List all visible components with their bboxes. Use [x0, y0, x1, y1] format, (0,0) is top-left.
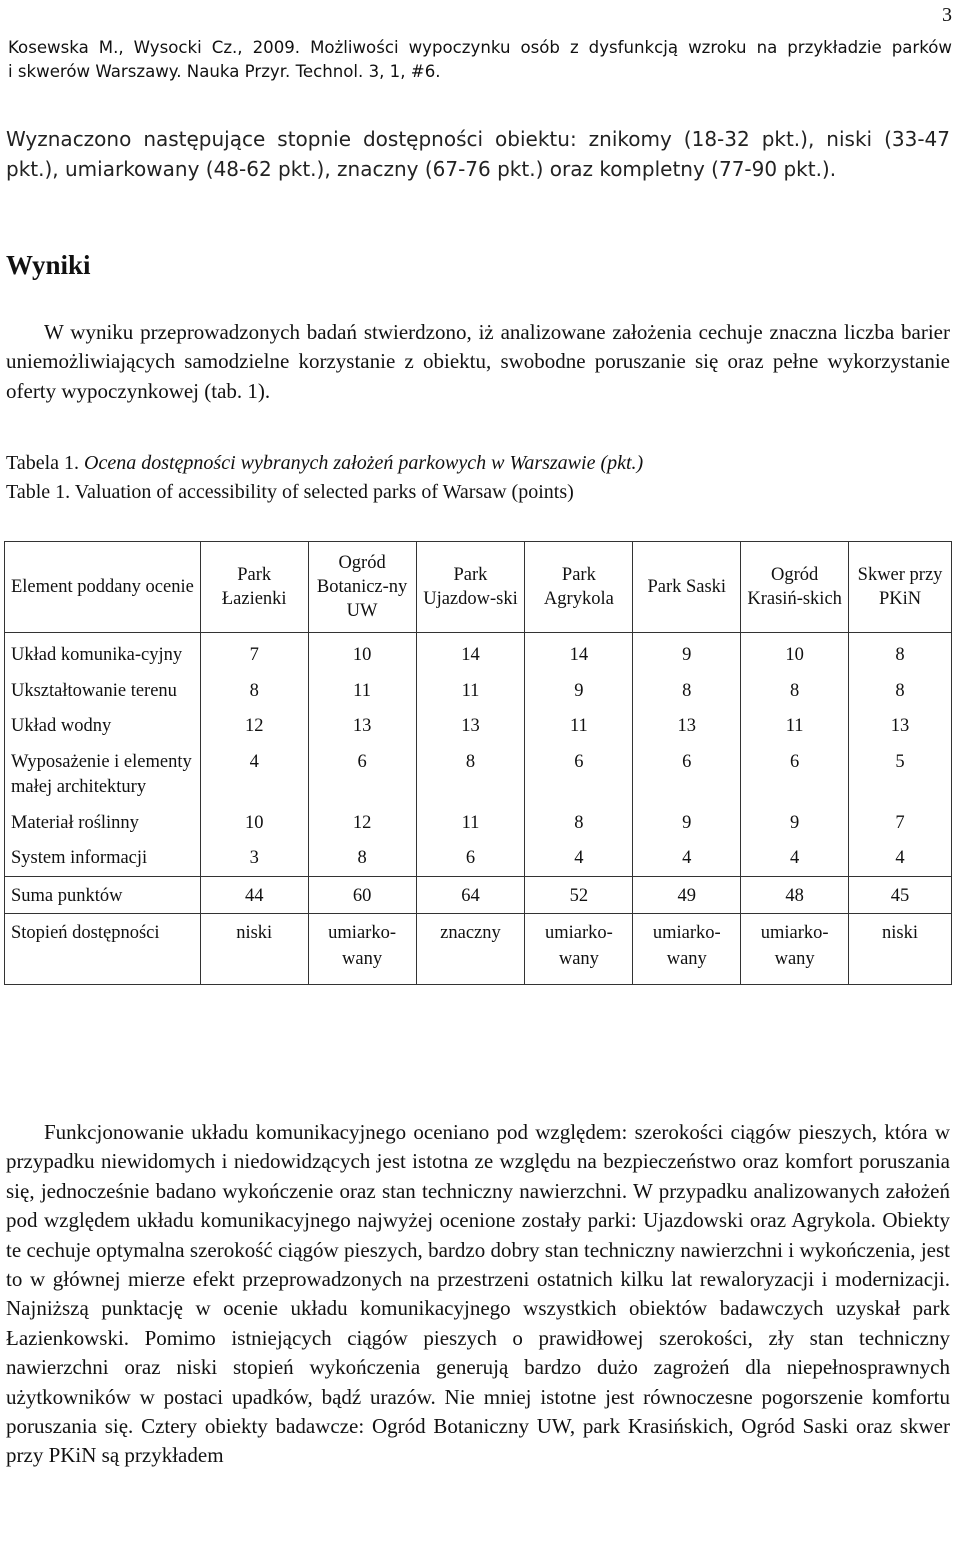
table-cell: 6 — [308, 744, 416, 805]
accessibility-table — [4, 541, 952, 985]
table-cell: umiarko-wany — [633, 914, 741, 985]
table-cell: 9 — [525, 673, 633, 709]
table-cell: 8 — [741, 673, 849, 709]
table-cell: 8 — [849, 673, 952, 709]
table-cell: 9 — [633, 633, 741, 673]
header-line-1: Kosewska M., Wysocki Cz., 2009. Możliwości wypoczynku osób z dysfunkcją wzroku na przykładzie parków — [8, 38, 952, 57]
header-line-2: i skwerów Warszawy. Nauka Przyr. Technol. 3, 1, #6. — [8, 62, 441, 81]
degree-row — [5, 914, 952, 985]
table-cell: 4 — [849, 840, 952, 876]
table-row — [5, 633, 952, 673]
table-row — [5, 708, 952, 744]
table-cell: 10 — [200, 805, 308, 841]
caption-en-label: Table 1. — [6, 481, 71, 503]
caption-english — [6, 478, 643, 507]
row-label: Suma punktów — [5, 876, 201, 914]
row-label: Ukształtowanie terenu — [5, 673, 201, 709]
table-cell: 11 — [416, 805, 525, 841]
table-cell: 12 — [200, 708, 308, 744]
table-cell: 14 — [525, 633, 633, 673]
table-cell: 52 — [525, 876, 633, 914]
page-number: 3 — [942, 4, 952, 26]
table-row — [5, 744, 952, 805]
table-cell: 9 — [633, 805, 741, 841]
table-cell: 49 — [633, 876, 741, 914]
table-cell: niski — [849, 914, 952, 985]
table-cell: 4 — [741, 840, 849, 876]
table-cell: 13 — [308, 708, 416, 744]
results-paragraph: W wyniku przeprowadzonych badań stwierdzono, iż analizowane założenia cechuje znaczna liczba barier uniemożliwiających samodzielne korzystanie z obiektu, swobodne poruszanie się oraz pełne wykorzystanie oferty wypoczynkowej (tab. 1). — [6, 320, 950, 403]
caption-pl-text: Ocena dostępności wybranych założeń parkowych w Warszawie (pkt.) — [84, 452, 644, 474]
table-cell: 60 — [308, 876, 416, 914]
header-cell: Ogród Krasiń-skich — [741, 542, 849, 633]
header-cell: Ogród Botanicz-ny UW — [308, 542, 416, 633]
table-cell: 3 — [200, 840, 308, 876]
table-cell: 9 — [741, 805, 849, 841]
table-row — [5, 840, 952, 876]
running-header — [8, 36, 952, 84]
row-label: System informacji — [5, 840, 201, 876]
table-header-row — [5, 542, 952, 633]
table-cell: 8 — [308, 840, 416, 876]
table-cell: 4 — [633, 840, 741, 876]
table-caption — [6, 449, 643, 507]
table-cell: umiarko-wany — [741, 914, 849, 985]
sum-row — [5, 876, 952, 914]
table-cell: 10 — [741, 633, 849, 673]
row-label: Wyposażenie i elementy małej architektury — [5, 744, 201, 805]
table-cell: umiarko-wany — [308, 914, 416, 985]
table-cell: 13 — [416, 708, 525, 744]
table-cell: 6 — [525, 744, 633, 805]
table-cell: 8 — [416, 744, 525, 805]
table-cell: niski — [200, 914, 308, 985]
header-cell: Skwer przy PKiN — [849, 542, 952, 633]
table-cell: 6 — [416, 840, 525, 876]
row-label: Stopień dostępności — [5, 914, 201, 985]
table-cell: 7 — [200, 633, 308, 673]
table-cell: 13 — [849, 708, 952, 744]
table-row — [5, 673, 952, 709]
table-cell: 64 — [416, 876, 525, 914]
table-cell: 4 — [200, 744, 308, 805]
table-cell: 11 — [741, 708, 849, 744]
table-cell: 6 — [741, 744, 849, 805]
table-cell: 7 — [849, 805, 952, 841]
table-cell: 8 — [525, 805, 633, 841]
header-cell: Element poddany ocenie — [5, 542, 201, 633]
header-cell: Park Łazienki — [200, 542, 308, 633]
accessibility-levels-paragraph: Wyznaczono następujące stopnie dostępności obiektu: znikomy (18-32 pkt.), niski (33-47 pkt.), umiarkowany (48-62 pkt.), znaczny (67-76 pkt.) oraz kompletny (77-90 pkt.). — [6, 127, 950, 181]
section-heading: Wyniki — [6, 250, 91, 280]
row-label: Materiał roślinny — [5, 805, 201, 841]
header-cell: Park Agrykola — [525, 542, 633, 633]
table-cell: znaczny — [416, 914, 525, 985]
header-cell: Park Ujazdow-ski — [416, 542, 525, 633]
table-cell: 4 — [525, 840, 633, 876]
table-cell: 11 — [308, 673, 416, 709]
table-cell: 44 — [200, 876, 308, 914]
table-cell: 14 — [416, 633, 525, 673]
caption-pl-label: Tabela 1. — [6, 452, 80, 474]
row-label: Układ wodny — [5, 708, 201, 744]
header-cell: Park Saski — [633, 542, 741, 633]
table-row — [5, 805, 952, 841]
table-cell: 8 — [849, 633, 952, 673]
caption-polish — [6, 449, 643, 478]
table-cell: 12 — [308, 805, 416, 841]
table-cell: 48 — [741, 876, 849, 914]
table-cell: 10 — [308, 633, 416, 673]
caption-en-text: Valuation of accessibility of selected parks of Warsaw (points) — [74, 481, 574, 503]
table-cell: umiarko-wany — [525, 914, 633, 985]
table-cell: 6 — [633, 744, 741, 805]
table-cell: 45 — [849, 876, 952, 914]
table-cell: 11 — [525, 708, 633, 744]
body-paragraph: Funkcjonowanie układu komunikacyjnego oceniano pod względem: szerokości ciągów pieszych, która w przypadku niewidomych i niedowidzących jest istotna ze względu na bezpieczeństwo oraz komfort poruszania się, jednocześnie badano wykończenie oraz stan techniczny nawierzchni. W przypadku analizowanych założeń pod względem układu komunikacyjnego najwyżej ocenione zostały parki: Ujazdowski oraz Agrykola. Obiekty te cechuje optymalna szerokość ciągów pieszych, bardzo dobry stan techniczny nawierzchni i wykończenia, jest to w głównej mierze efekt przeprowadzonych na przestrzeni ostatnich kilku lat rewaloryzacji i modernizacji. Najniższą punktację w ocenie układu komunikacyjnego wszystkich obiektów badawczych uzyskał park Łazienkowski. Pomimo istniejących ciągów pieszych o prawidłowej szerokości, zły stan techniczny nawierzchni oraz niski stopień wykończenia generują bardzo dużo zagrożeń dla niepełnosprawnych użytkowników w postaci upadków, bądź urazów. Nie mniej istotne jest równoczesne pogorszenie komfortu poruszania się. Cztery obiekty badawcze: Ogród Botaniczny UW, park Krasińskich, Ogród Saski oraz skwer przy PKiN są przykładem — [6, 1120, 950, 1468]
table-cell: 8 — [633, 673, 741, 709]
table-cell: 11 — [416, 673, 525, 709]
table-cell: 13 — [633, 708, 741, 744]
table-cell: 5 — [849, 744, 952, 805]
row-label: Układ komunika-cyjny — [5, 633, 201, 673]
table-cell: 8 — [200, 673, 308, 709]
